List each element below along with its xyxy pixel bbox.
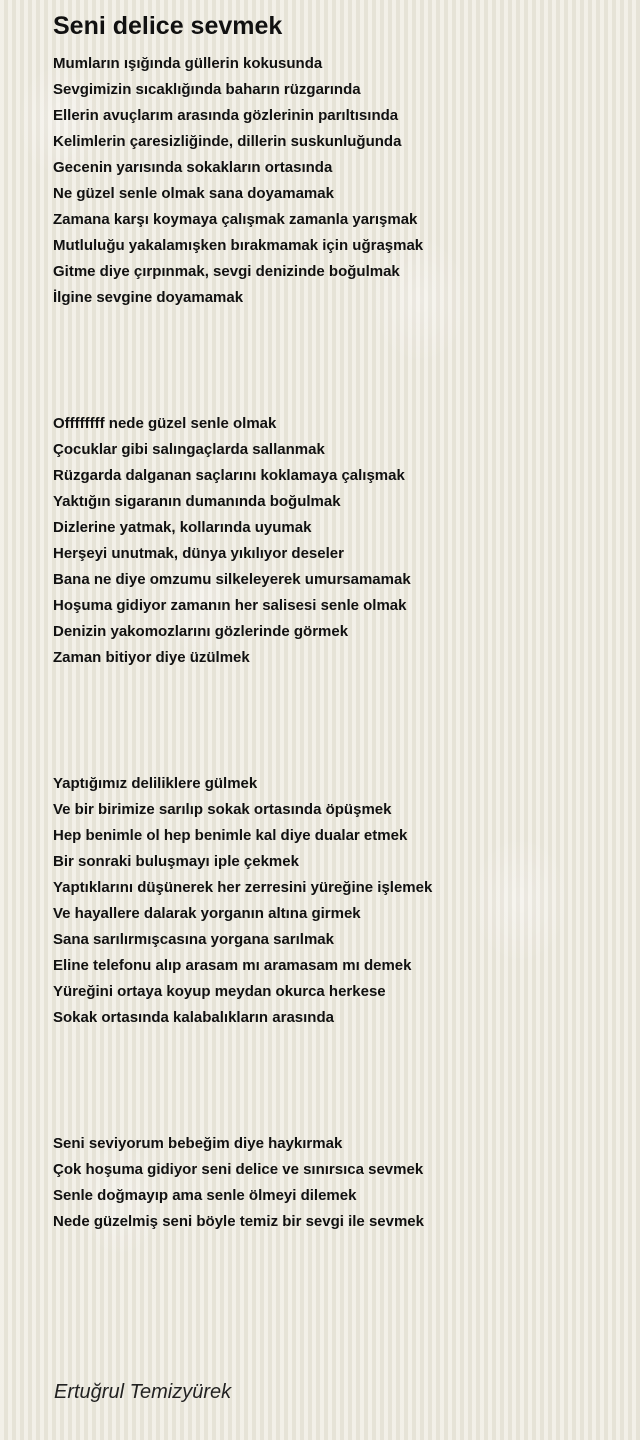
poem-line: Bana ne diye omzumu silkeleyerek umursamamak	[53, 571, 411, 588]
stanza-2	[53, 411, 411, 671]
poem-line: Rüzgarda dalganan saçlarını koklamaya çalışmak	[53, 467, 405, 484]
poem-line: Bir sonraki buluşmayı iple çekmek	[53, 853, 299, 870]
poem-line: Sevgimizin sıcaklığında baharın rüzgarında	[53, 81, 361, 98]
poem-line: Mumların ışığında güllerin kokusunda	[53, 55, 323, 72]
poem-line: Yaktığın sigaranın dumanında boğulmak	[53, 493, 341, 510]
poem-line: Ve bir birimize sarılıp sokak ortasında öpüşmek	[53, 801, 392, 818]
poem-line: Senle doğmayıp ama senle ölmeyi dilemek	[53, 1187, 357, 1204]
poem-line: Kelimlerin çaresizliğinde, dillerin suskunluğunda	[53, 133, 402, 150]
poem-line: Zamana karşı koymaya çalışmak zamanla yarışmak	[53, 211, 418, 228]
poem-line: Ve hayallere dalarak yorganın altına girmek	[53, 905, 361, 922]
poem-line: Çocuklar gibi salıngaçlarda sallanmak	[53, 441, 325, 458]
poem-line: Hep benimle ol hep benimle kal diye dualar etmek	[53, 827, 408, 844]
poem-line: Ellerin avuçlarım arasında gözlerinin parıltısında	[53, 107, 399, 124]
poem-line: Denizin yakomozlarını gözlerinde görmek	[53, 623, 349, 640]
poem-line: Sokak ortasında kalabalıkların arasında	[53, 1009, 334, 1026]
poem-title: Seni delice sevmek	[53, 12, 283, 40]
stanza-1	[53, 51, 423, 311]
poem-line: Nede güzelmiş seni böyle temiz bir sevgi ile sevmek	[53, 1213, 424, 1230]
poem-line: Sana sarılırmışcasına yorgana sarılmak	[53, 931, 334, 948]
stanza-4	[53, 1131, 424, 1235]
poem-line: Seni seviyorum bebeğim diye haykırmak	[53, 1135, 343, 1152]
poem-author: Ertuğrul Temizyürek	[54, 1381, 232, 1403]
stanza-3	[53, 771, 432, 1031]
poem-line: İlgine sevgine doyamamak	[53, 289, 244, 306]
poem-line: Herşeyi unutmak, dünya yıkılıyor deseler	[53, 545, 344, 562]
poem-line: Gecenin yarısında sokakların ortasında	[53, 159, 333, 176]
poem-line: Yaptığımız deliliklere gülmek	[53, 775, 258, 792]
poem-line: Gitme diye çırpınmak, sevgi denizinde boğulmak	[53, 263, 400, 280]
poem-line: Ne güzel senle olmak sana doyamamak	[53, 185, 334, 202]
poem-line: Mutluluğu yakalamışken bırakmamak için uğraşmak	[53, 237, 424, 254]
poem-line: Zaman bitiyor diye üzülmek	[53, 649, 250, 666]
poem-line: Yüreğini ortaya koyup meydan okurca herkese	[53, 983, 386, 1000]
poem-line: Yaptıklarını düşünerek her zerresini yüreğine işlemek	[53, 879, 433, 896]
poem-line: Dizlerine yatmak, kollarında uyumak	[53, 519, 312, 536]
poem-line: Çok hoşuma gidiyor seni delice ve sınırsıca sevmek	[53, 1161, 424, 1178]
poem-line: Offffffff nede güzel senle olmak	[53, 415, 277, 432]
poem-line: Hoşuma gidiyor zamanın her salisesi senle olmak	[53, 597, 407, 614]
poem-line: Eline telefonu alıp arasam mı aramasam mı demek	[53, 957, 412, 974]
